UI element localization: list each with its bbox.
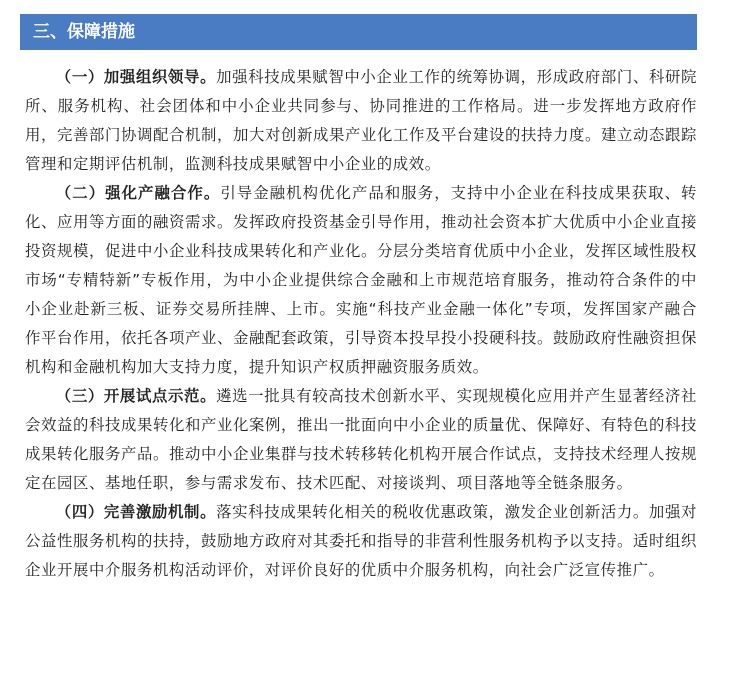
section-title: 三、保障措施 [20, 14, 697, 50]
paragraph-lead: （二）强化产融合作。 [55, 184, 221, 202]
article-body [25, 63, 697, 585]
paragraph-organization [25, 63, 697, 179]
paragraph-finance [25, 179, 697, 382]
paragraph-lead: （三）开展试点示范。 [55, 387, 217, 405]
paragraph-text: 加强科技成果赋智中小企业工作的统筹协调，形成政府部门、科研院所、服务机构、社会团体和中小企业共同参与、协同推进的工作格局。进一步发挥地方政府作用，完善部门协调配合机制，加大对创新成果产业化工作及平台建设的扶持力度。建立动态跟踪管理和定期评估机制，监测科技成果赋智中小企业的成效。 [25, 68, 697, 173]
paragraph-text: 落实科技成果转化相关的税收优惠政策，激发企业创新活力。加强对公益性服务机构的扶持，鼓励地方政府对其委托和指导的非营利性服务机构予以支持。适时组织企业开展中介服务机构活动评价，对评价良好的优质中介服务机构，向社会广泛宣传推广。 [25, 503, 697, 579]
paragraph-lead: （四）完善激励机制。 [55, 503, 217, 521]
paragraph-lead: （一）加强组织领导。 [55, 68, 217, 86]
paragraph-text: 引导金融机构优化产品和服务，支持中小企业在科技成果获取、转化、应用等方面的融资需求。发挥政府投资基金引导作用，推动社会资本扩大优质中小企业直接投资规模，促进中小企业科技成果转化和产业化。分层分类培育优质中小企业，发挥区域性股权市场“专精特新”专板作用，为中小企业提供综合金融和上市规范培育服务，推动符合条件的中小企业赴新三板、证券交易所挂牌、上市。实施“科技产业金融一体化”专项，发挥国家产融合作平台作用，依托各项产业、金融配套政策，引导资本投早投小投硬科技。鼓励政府性融资担保机构和金融机构加大支持力度，提升知识产权质押融资服务质效。 [25, 184, 697, 376]
paragraph-pilot [25, 382, 697, 498]
paragraph-incentive [25, 498, 697, 585]
paragraph-text: 遴选一批具有较高技术创新水平、实现规模化应用并产生显著经济社会效益的科技成果转化和产业化案例，推出一批面向中小企业的质量优、保障好、有特色的科技成果转化服务产品。推动中小企业集群与技术转移转化机构开展合作试点，支持技术经理人按规定在园区、基地任职，参与需求发布、技术匹配、对接谈判、项目落地等全链条服务。 [25, 387, 697, 492]
